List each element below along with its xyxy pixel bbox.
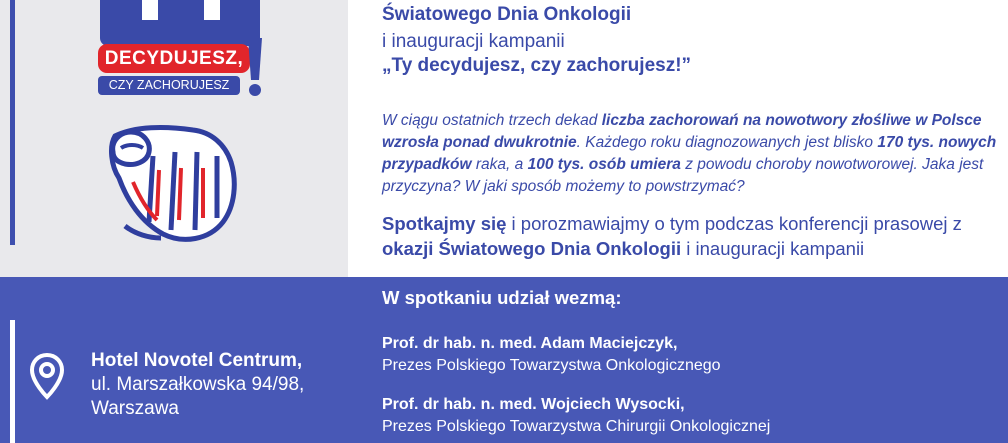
venue-block [91,349,304,421]
intro-text-4: z powodu choroby nowotworowej. Jaka jest przyczyna? W jaki sposób możemy to powstrzymać? [382,156,984,195]
intro-paragraph [382,110,1002,198]
participant-role: Prezes Polskiego Towarzystwa Chirurgii Onkologicznej [382,418,771,435]
heading-event-name: Światowego Dnia Onkologii [382,4,632,25]
heading-campaign-slogan: „Ty decydujesz, czy zachorujesz!” [382,55,692,76]
bottom-accent-bar [10,320,15,443]
left-accent-bar [10,0,15,245]
logo-sub-text: CZY ZACHORUJESZ [98,76,240,95]
logo-main-text: DECYDUJESZ, [98,44,250,73]
meet-bold-2: okazji Światowego Dnia Onkologii [382,238,682,259]
participant-name: Prof. dr hab. n. med. Wojciech Wysocki, [382,396,685,413]
meet-bold-1: Spotkajmy się [382,213,507,234]
participant-name: Prof. dr hab. n. med. Adam Maciejczyk, [382,335,678,352]
participant-role: Prezes Polskiego Towarzystwa Onkologicznego [382,357,721,374]
venue-city: Warszawa [91,398,179,419]
intro-text-2: . Każdego roku diagnozowanych jest blisko [576,134,878,151]
participant-item [382,394,770,438]
intro-bold-3: 100 tys. osób umiera [527,156,681,173]
heading-campaign-intro: i inauguracji kampanii [382,31,565,52]
venue-name: Hotel Novotel Centrum, [91,350,303,371]
meet-invitation [382,211,1002,261]
participant-item [382,333,721,377]
logo-top-block [100,0,260,46]
meet-text-1: i porozmawiajmy o tym podczas konferencji prasowej z [506,213,962,234]
participants-title: W spotkaniu udział wezmą: [382,287,622,308]
intro-text-3: raka, a [471,156,528,173]
venue-address: ul. Marszałkowska 94/98, [91,374,305,395]
meet-text-2: i inauguracji kampanii [681,238,865,259]
intro-bold-1: liczba zachorowań na nowotwory złośliwe w Polsce wzrosła ponad dwukrotnie [382,112,982,151]
location-pin-icon [28,352,66,400]
logo-slot-right [204,0,220,20]
logo-slot-left [142,0,158,20]
pointing-fist-icon [105,122,241,246]
exclamation-icon [244,38,266,98]
intro-bold-2: 170 tys. nowych przypadków [382,134,997,173]
intro-text-1: W ciągu ostatnich trzech dekad [382,112,602,129]
